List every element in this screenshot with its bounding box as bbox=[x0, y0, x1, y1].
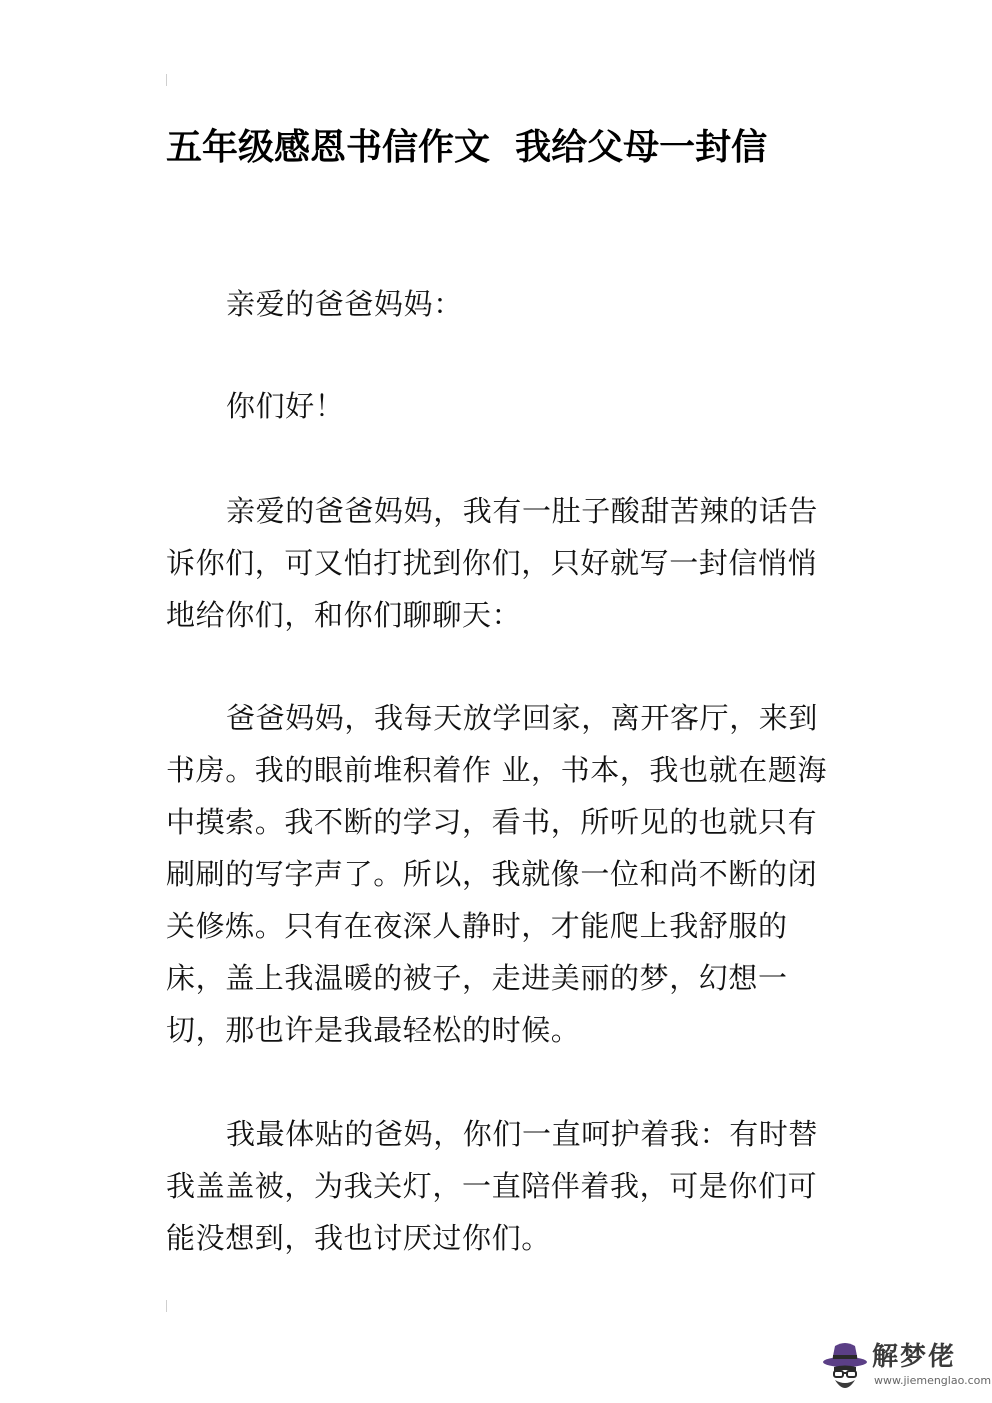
salutation: 亲爱的爸爸妈妈： bbox=[226, 287, 463, 321]
paragraph: 我最体贴的爸妈，你们一直呵护着我：有时替我盖盖被，为我关灯，一直陪伴着我，可是你们可能没想到，我也讨厌过你们。 bbox=[166, 1117, 819, 1255]
greeting: 你们好！ bbox=[226, 389, 345, 423]
paragraph: 亲爱的爸爸妈妈，我有一肚子酸甜苦辣的话告诉你们，可又怕打扰到你们，只好就写一封信悄悄地给你们，和你们聊聊天： bbox=[166, 494, 819, 632]
watermark-url: www.jiemenglao.com bbox=[874, 1374, 992, 1387]
crop-mark bbox=[166, 74, 167, 86]
crop-mark bbox=[166, 1300, 167, 1312]
document-title: 五年级感恩书信作文 我给父母一封信 bbox=[166, 127, 768, 168]
hat-glasses-face-icon bbox=[822, 1340, 868, 1396]
watermark-name: 解梦佬 bbox=[872, 1342, 957, 1372]
watermark bbox=[822, 1340, 992, 1396]
paragraph: 爸爸妈妈，我每天放学回家，离开客厅，来到书房。我的眼前堆积着作 业，书本，我也就在题海中摸索。我不断的学习，看书，所听见的也就只有刷刷的写字声了。所以，我就像一位和尚不断的闭关修炼。只有在夜深人静时，才能爬上我舒服的床，盖上我温暖的被子，走进美丽的梦，幻想一切，那也许是我最轻松的时候。 bbox=[166, 701, 828, 1047]
